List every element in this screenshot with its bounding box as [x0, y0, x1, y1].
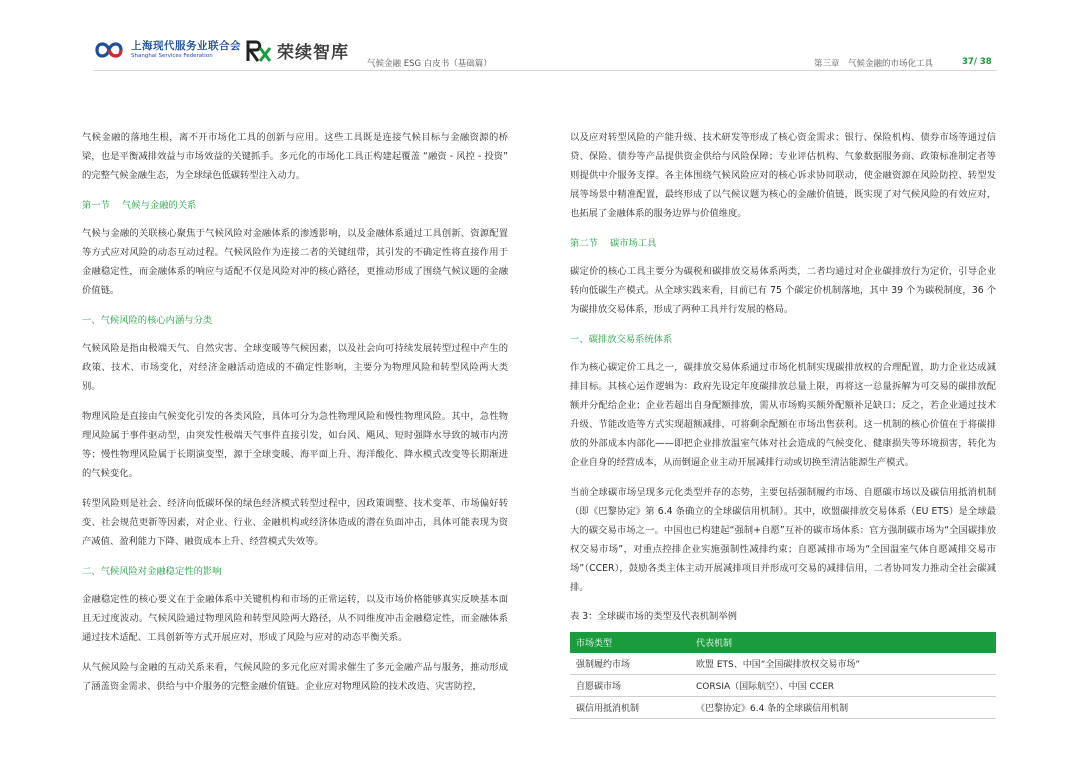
table-cell: 碳信用抵消机制 — [570, 697, 690, 719]
table-cell: 自愿碳市场 — [570, 675, 690, 697]
paragraph: 作为核心碳定价工具之一，碳排放交易体系通过市场化机制实现碳排放权的合理配置，助力企业达成减排目标。其核心运作逻辑为：政府先设定年度碳排放总量上限，再将这一总量拆解为可交易的碳排放配额并分配给企业；企业若超出自身配额排放，需从市场购买额外配额补足缺口；反之，若企业通过技术升级、节能改造等方式实现超额减排，可将剩余配额在市场出售获利。这一机制的核心价值在于将碳排放的外部成本内部化——即把企业排放温室气体对社会造成的气候变化、健康损失等环境损害，转化为企业自身的经营成本，从而倒逼企业主动开展减排行动或切换至清洁能源生产模式。 — [570, 362, 996, 468]
paragraph: 金融稳定性的核心要义在于金融体系中关键机构和市场的正常运转，以及市场价格能够真实反映基本面且无过度波动。气候风险通过物理风险和转型风险两大路径，从不同维度冲击金融稳定性，而金融体系通过技术适配、工具创新等方式开展应对，形成了风险与应对的动态平衡关系。 — [82, 594, 508, 643]
table-header-cell: 代表机制 — [690, 632, 996, 653]
book-title: 气候金融 ESG 白皮书（基础篇） — [367, 59, 492, 69]
rx-logo-icon — [246, 39, 272, 63]
chapter-title: 第三章 气候金融的市场化工具 — [814, 59, 934, 69]
section-heading — [82, 196, 508, 215]
ssf-name-cn: 上海现代服务业联合会 — [131, 39, 241, 52]
header-divider — [93, 70, 997, 71]
subsection-heading: 一、气候风险的核心内涵与分类 — [82, 315, 213, 326]
paragraph: 从气候风险与金融的互动关系来看，气候风险的多元化应对需求催生了多元金融产品与服务，推动形成了涵盖资金需求、供给与中介服务的完整金融价值链。企业应对物理风险的技术改造、灾害防控， — [82, 662, 508, 692]
table-row — [570, 697, 996, 719]
ssf-logo-icon — [93, 38, 125, 62]
table-header-row — [570, 632, 996, 653]
table-header-cell: 市场类型 — [570, 632, 690, 653]
paragraph: 物理风险是直接由气候变化引发的各类风险，具体可分为急性物理风险和慢性物理风险。其中，急性物理风险属于事件驱动型，由突发性极端天气事件直接引发，如台风、飓风、短时强降水导致的城市内涝等；慢性物理风险属于长期演变型，源于全球变暖、海平面上升、海洋酸化、降水模式改变等长期渐进的气候变化。 — [82, 411, 508, 479]
table-cell: CORSIA（国际航空）、中国 CCER — [690, 675, 996, 697]
paragraph: 转型风险则是社会、经济向低碳环保的绿色经济模式转型过程中，因政策调整、技术变革、市场偏好转变、社会规范更新等因素，对企业、行业、金融机构或经济体造成的潜在负面冲击，具体可能表现为资产减值、盈利能力下降、融资成本上升、经营模式失效等。 — [82, 498, 508, 547]
section-number: 第二节 — [570, 238, 598, 249]
table-row — [570, 675, 996, 697]
right-column — [570, 128, 996, 719]
subsection-heading: 一、碳排放交易系统体系 — [570, 334, 673, 345]
ssf-name-en: Shanghai Services Federation — [131, 53, 213, 59]
paragraph: 碳定价的核心工具主要分为碳税和碳排放交易体系两类，二者均通过对企业碳排放行为定价，引导企业转向低碳生产模式。从全球实践来看，目前已有 75 个碳定价机制落地，其中 39 个为碳税制度，36 个为碳排放交易体系，形成了两种工具并行发展的格局。 — [570, 266, 996, 315]
carbon-market-table — [570, 632, 996, 719]
left-column — [82, 128, 508, 707]
rongxu-logo — [246, 38, 349, 63]
paragraph: 当前全球碳市场呈现多元化类型并存的态势，主要包括强制履约市场、自愿碳市场以及碳信用抵消机制（即《巴黎协定》第 6.4 条确立的全球碳信用机制）。其中，欧盟碳排放交易体系（EU ETS）是全球最大的碳交易市场之一。中国也已构建起“强制+自愿”互补的碳市场体系：官方强制碳市场为“全国碳排放权交易市场”，对重点控排企业实施强制性减排约束；自愿减排市场为“全国温室气体自愿减排交易市场”（CCER），鼓励各类主体主动开展减排项目并形成可交易的减排信用，二者协同发力推动全社会碳减排。 — [570, 487, 996, 593]
ssf-logo — [93, 38, 241, 62]
page-number: 37/ 38 — [962, 57, 992, 67]
paragraph: 气候与金融的关联核心聚焦于气候风险对金融体系的渗透影响，以及金融体系通过工具创新、资源配置等方式应对风险的动态互动过程。气候风险作为连接二者的关键纽带，其引发的不确定性将直接作用于金融稳定性，而金融体系的响应与适配不仅是风险对冲的核心路径，更推动形成了围绕气候议题的金融价值链。 — [82, 228, 508, 296]
table-caption: 表 3：全球碳市场的类型及代表机制举例 — [570, 611, 737, 622]
section-number: 第一节 — [82, 200, 110, 211]
table-cell: 《巴黎协定》6.4 条的全球碳信用机制 — [690, 697, 996, 719]
paragraph: 以及应对转型风险的产能升级、技术研发等形成了核心资金需求；银行、保险机构、债券市场等通过信贷、保险、债券等产品提供资金供给与风险保障；专业评估机构、气象数据服务商、政策标准制定者等则提供中介服务支撑。各主体围绕气候风险应对的核心诉求协同联动，使金融资源在风险防控、转型发展等场景中精准配置，最终形成了以气候议题为核心的金融价值链，既实现了对气候风险的有效应对，也拓展了金融体系的服务边界与价值维度。 — [570, 132, 996, 219]
intro-paragraph: 气候金融的落地生根，离不开市场化工具的创新与应用。这些工具既是连接气候目标与金融资源的桥梁，也是平衡减排效益与市场效益的关键抓手。多元化的市场化工具正构建起覆盖 “融资 - 风控 - 投资” 的完整气候金融生态，为全球绿色低碳转型注入动力。 — [82, 132, 508, 181]
rongxu-name: 荣续智库 — [277, 43, 349, 63]
table-cell: 强制履约市场 — [570, 653, 690, 675]
page-header — [0, 0, 1080, 80]
section-heading — [570, 234, 996, 253]
table-cell: 欧盟 ETS、中国“全国碳排放权交易市场” — [690, 653, 996, 675]
section-title: 气候与金融的关系 — [121, 200, 197, 211]
table-row — [570, 653, 996, 675]
paragraph: 气候风险是指由极端天气、自然灾害、全球变暖等气候因素，以及社会向可持续发展转型过程中产生的政策、技术、市场变化，对经济金融活动造成的不确定性影响，主要分为物理风险和转型风险两大类别。 — [82, 343, 508, 392]
subsection-heading: 二、气候风险对金融稳定性的影响 — [82, 566, 222, 577]
section-title: 碳市场工具 — [609, 238, 657, 249]
